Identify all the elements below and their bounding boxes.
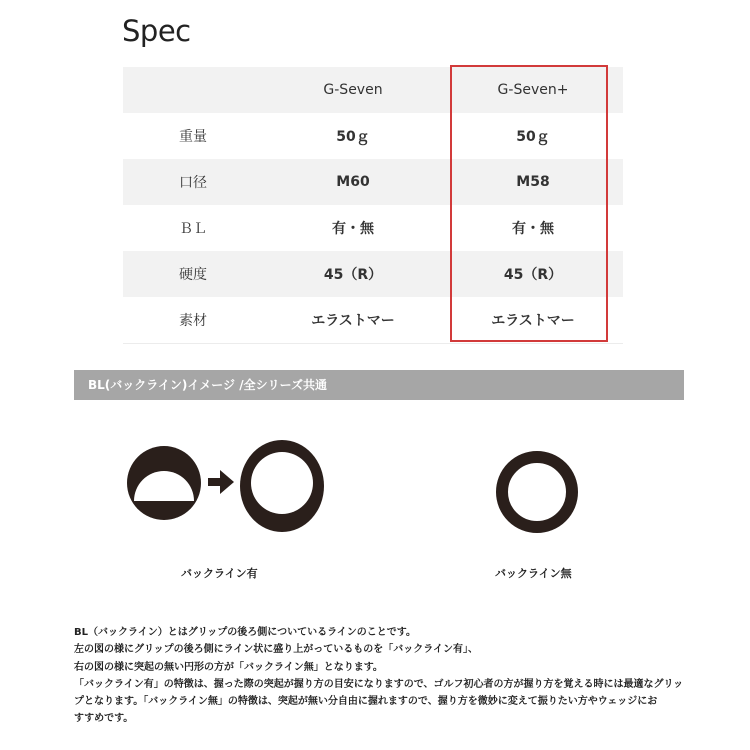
table-cell: 50ｇ xyxy=(516,129,550,145)
row-label-backline: ＢＬ xyxy=(179,221,207,237)
description-line: BL（バックライン）とはグリップの後ろ側についているラインのことです。 xyxy=(74,627,416,638)
row-label-material: 素材 xyxy=(123,297,263,344)
description-text xyxy=(74,624,694,728)
table-cell: M58 xyxy=(443,159,623,205)
column-header-g-seven-plus: G-Seven+ xyxy=(443,67,623,113)
table-cell: 有・無 xyxy=(512,221,554,237)
row-label-weight: 重量 xyxy=(179,129,207,145)
description-line: プとなります。「バックライン無」の特徴は、突起が無い分自由に握れますので、握り方を微妙に変えて振りたい方やウェッジにお xyxy=(74,696,658,708)
table-cell: エラストマー xyxy=(443,297,623,344)
caption-without-backline: バックライン無 xyxy=(495,567,572,580)
grip-cross-section-icon xyxy=(240,440,324,532)
caption-with-backline: バックライン有 xyxy=(181,567,258,580)
description-line: すすめです。 xyxy=(74,713,134,725)
arrow-right-icon xyxy=(208,470,234,494)
table-cell: 50ｇ xyxy=(336,129,370,145)
description-line: 右の図の様に突起の無い円形の方が「バックライン無」となります。 xyxy=(74,661,383,673)
page-title: Spec xyxy=(122,14,191,48)
column-header-g-seven: G-Seven xyxy=(263,67,443,113)
table-cell: 45（R） xyxy=(443,251,623,297)
table-cell: 有・無 xyxy=(332,221,374,237)
table-cell: エラストマー xyxy=(263,297,443,344)
section-heading: BL(バックライン)イメージ /全シリーズ共通 xyxy=(74,370,684,400)
description-line: 左の図の様にグリップの後ろ側にライン状に盛り上がっているものを「バックライン有」、 xyxy=(74,644,478,656)
row-label-diameter: 口径 xyxy=(123,159,263,205)
description-line: 「バックライン有」の特徴は、握った際の突起が握り方の目安になりますので、ゴルフ初心者の方が握り方を覚える時には最適なグリッ xyxy=(74,678,684,690)
backline-diagram xyxy=(118,438,328,538)
column-header xyxy=(123,67,263,113)
grip-with-backline-icon xyxy=(127,446,201,520)
table-cell: M60 xyxy=(263,159,443,205)
g-seven-plus-highlight-box xyxy=(450,65,608,342)
row-label-hardness: 硬度 xyxy=(123,251,263,297)
table-cell: 45（R） xyxy=(263,251,443,297)
no-backline-ring-icon xyxy=(490,445,585,540)
